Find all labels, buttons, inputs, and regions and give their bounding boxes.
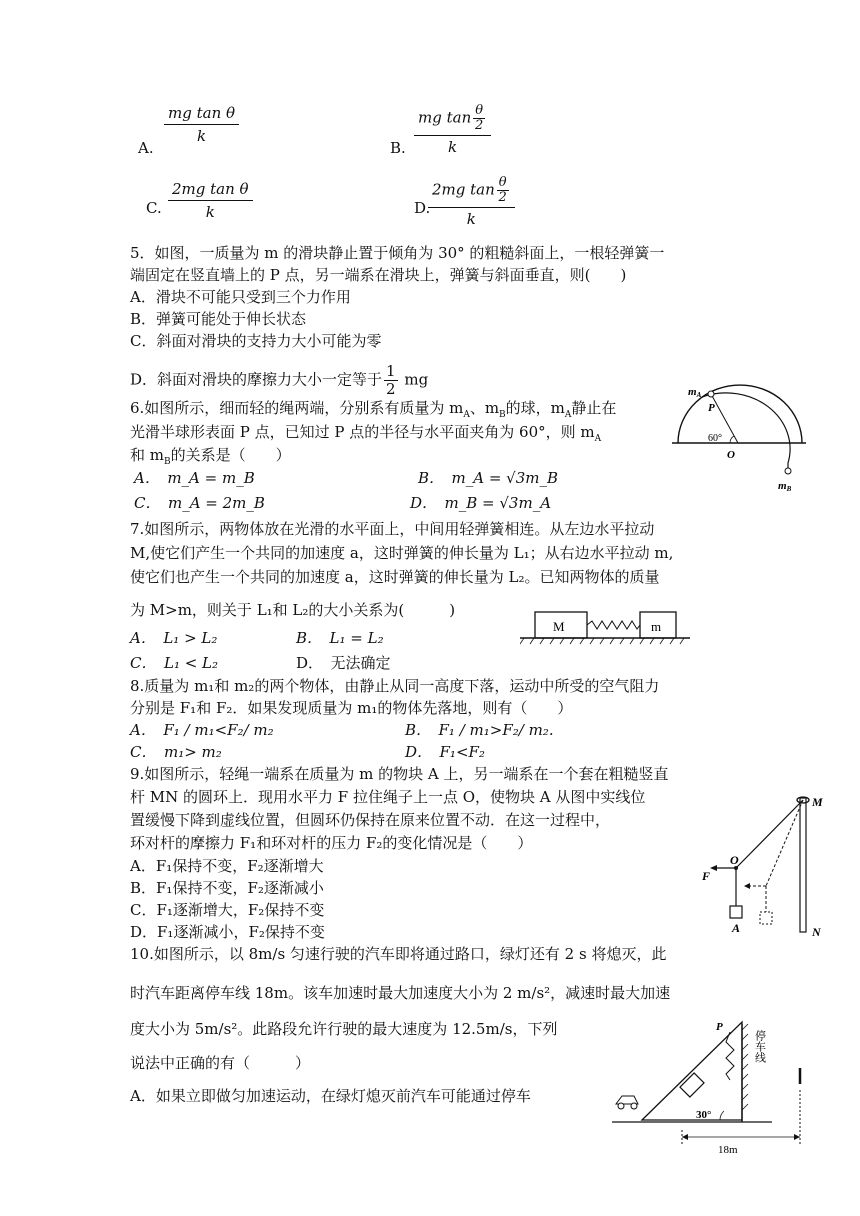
q10-stem-line-1: 10.如图所示，以 8m/s 匀速行驶的汽车即将通过路口，绿灯还有 2 s 将熄灭，此 (130, 945, 667, 963)
q5-option-d: D．斜面对滑块的摩擦力大小一定等于 $\frac{1}{2}$ mg (130, 362, 429, 398)
q10-stem-line-2: 时汽车距离停车线 18m。该车加速时最大加速度大小为 2 m/s²，减速时最大加速 (130, 984, 671, 1002)
fig10-distance-label: 18m (718, 1144, 738, 1156)
q4-option-a-label: A. (138, 139, 154, 157)
incline-car-figure (612, 1020, 822, 1156)
fig10-angle-label: 30° (696, 1109, 712, 1121)
q9-stem-line-4: 环对杆的摩擦力 F₁和环对杆的压力 F₂的变化情况是（ ） (130, 834, 533, 852)
fig6-ma-label: mA (688, 386, 702, 399)
q4-option-a-formula: $\frac{\text{mg tan θ}}{k}$ (164, 104, 239, 145)
q4-option-d-formula: 2mg tan $\frac{\theta}{2}$ k (428, 176, 515, 228)
q10-stem-line-3: 度大小为 5m/s²。此路段允许行驶的最大速度为 12.5m/s，下列 (130, 1020, 558, 1038)
q6-stem-line-1: 6.如图所示，细而轻的绳两端，分别系有质量为 $m_A$、$m_B$的球，$m_A$静止在 (130, 399, 617, 420)
q6-option-d: D． m_B = √3m_A (410, 494, 552, 512)
q10-option-a: A．如果立即做匀加速运动，在绿灯熄灭前汽车可能通过停车 (130, 1087, 531, 1105)
q4-option-b-formula: mg tan $\frac{\theta}{2}$ k (414, 104, 491, 156)
q8-stem-line-2: 分别是 F₁和 F₂．如果发现质量为 m₁的物体先落地，则有（ ） (130, 699, 573, 717)
q9-option-d: D．F₁逐渐减小，F₂保持不变 (130, 923, 325, 941)
q4-option-b-label: B. (390, 139, 406, 157)
fig6-angle-label: 60° (708, 433, 722, 444)
q6-stem-line-3: 和 $m_B$的关系是（ ） (130, 446, 291, 467)
q5-stem-line-2: 端固定在竖直墙上的 P 点，另一端系在滑块上，弹簧与斜面垂直，则( ) (130, 266, 627, 284)
q10-stem-line-4: 说法中正确的有（ ） (130, 1054, 311, 1072)
q5-option-c: C．斜面对滑块的支持力大小可能为零 (130, 332, 382, 350)
fig7-big-m-label: M (553, 619, 565, 634)
q6-stem-line-2: 光滑半球形表面 P 点，已知过 P 点的半径与水平面夹角为 60°，则 $m_A$ (130, 423, 602, 444)
blocks-spring-figure (520, 608, 690, 648)
fig6-p-label: P (708, 402, 715, 414)
q6-option-a: A． m_A = m_B (134, 469, 255, 487)
q4-option-d-label: D. (414, 199, 431, 217)
q7-stem-line-4: 为 M>m，则关于 L₁和 L₂的大小关系为( ) (130, 601, 456, 619)
q6-option-b: B． m_A = √3m_B (418, 469, 559, 487)
hemisphere-figure (672, 383, 812, 493)
q7-stem-line-1: 7.如图所示，两物体放在光滑的水平面上，中间用轻弹簧相连。从左边水平拉动 (130, 520, 655, 538)
q9-option-c: C．F₁逐渐增大，F₂保持不变 (130, 901, 325, 919)
q9-stem-line-1: 9.如图所示，轻绳一端系在质量为 m 的物块 A 上，另一端系在一个套在粗糙竖直 (130, 765, 669, 783)
fig9-n-label: N (812, 925, 821, 938)
fig9-o-label: O (730, 853, 739, 867)
q7-option-c: C． L₁ < L₂ (130, 654, 219, 672)
fig9-a-label: A (732, 921, 741, 935)
q7-option-a: A． L₁ > L₂ (130, 629, 218, 647)
q8-stem-line-1: 8.质量为 m₁和 m₂的两个物体，由静止从同一高度下落，运动中所受的空气阻力 (130, 677, 660, 695)
q9-stem-line-2: 杆 MN 的圆环上．现用水平力 F 拉住绳子上一点 O，使物块 A 从图中实线位 (130, 788, 646, 806)
fig6-o-label: O (727, 449, 735, 461)
q8-option-d: D． F₁<F₂ (405, 743, 485, 761)
q6-option-c: C． m_A = 2m_B (134, 494, 265, 512)
q5-option-b: B．弹簧可能处于伸长状态 (130, 310, 307, 328)
q7-stem-line-3: 使它们也产生一个共同的加速度 a，这时弹簧的伸长量为 L₂。已知两物体的质量 (130, 568, 660, 586)
fig10-p-label: P (716, 1021, 723, 1033)
q8-option-b: B． F₁ / m₁>F₂/ m₂. (405, 721, 554, 739)
q9-option-a: A．F₁保持不变，F₂逐渐增大 (130, 857, 324, 875)
q4-option-c-formula: $\frac{\text{2mg tan θ}}{k}$ (168, 180, 253, 221)
rod-ring-figure (702, 786, 832, 938)
q5-stem-line-1: 5．如图，一质量为 m 的滑块静止置于倾角为 30° 的粗糙斜面上，一根轻弹簧一 (130, 244, 665, 262)
q7-option-d: D． 无法确定 (296, 654, 391, 672)
q7-stem-line-2: M,使它们产生一个共同的加速度 a，这时弹簧的伸长量为 L₁；从右边水平拉动 m, (130, 544, 674, 562)
q9-option-b: B．F₁保持不变，F₂逐渐减小 (130, 879, 324, 897)
fig6-mb-label: mB (778, 480, 792, 493)
q7-option-b: B． L₁ = L₂ (296, 629, 384, 647)
fig9-f-label: F (702, 869, 711, 883)
q8-option-a: A． F₁ / m₁<F₂/ m₂ (130, 721, 274, 739)
q5-option-a: A．滑块不可能只受到三个力作用 (130, 288, 351, 306)
q4-option-c-label: C. (146, 199, 162, 217)
q8-option-c: C． m₁> m₂ (130, 743, 222, 761)
q9-stem-line-3: 置缓慢下降到虚线位置，但圆环仍保持在原来位置不动．在这一过程中， (130, 811, 611, 829)
fig9-m-label: M (812, 795, 823, 809)
fig7-small-m-label: m (651, 619, 662, 634)
fig10-stop-line-label: 停车线 (753, 1030, 767, 1063)
